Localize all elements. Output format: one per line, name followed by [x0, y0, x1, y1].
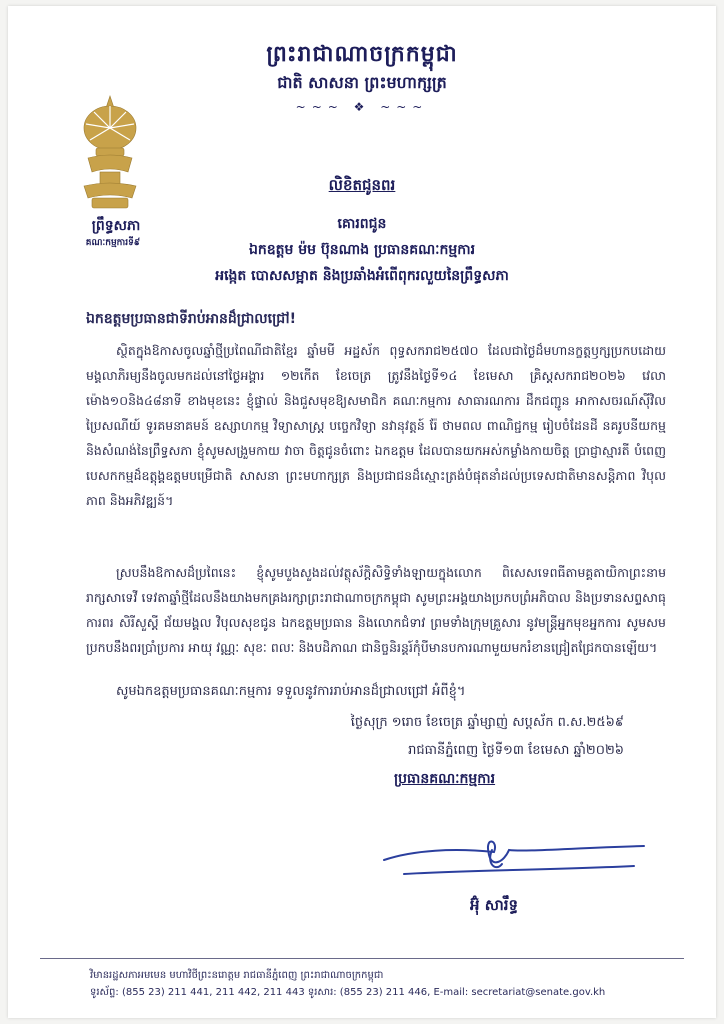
footer-contact: ទូរស័ព្ទ: (855 23) 211 441, 211 442, 211 443 ទូរសារ: (855 23) 211 446, E-mail: secretariat@senate.gov.kh: [90, 987, 606, 998]
senate-name: ព្រឹទ្ធសភា: [91, 218, 141, 234]
solar-date: រាជធានីភ្នំពេញ ថ្ងៃទី១៣ ខែមេសា ឆ្នាំ២០២៦: [408, 743, 624, 758]
signer-title: ប្រធានគណៈកម្មការ: [394, 771, 496, 787]
kingdom-name: ព្រះរាជាណាចក្រកម្ពុជា: [266, 41, 458, 67]
recipient-line-2: អង្កេត បោសសម្អាត និងប្រឆាំងអំពើពុករលួយនៃព្រឹទ្ធសភា: [215, 268, 509, 284]
footer-divider: [40, 958, 684, 959]
body-paragraph-1: ស្ថិតក្នុងឱកាសចូលឆ្នាំថ្មីប្រពៃណីជាតិខ្មែរ ឆ្នាំមមី អដ្ឋស័ក ពុទ្ធសករាជ២៥៧០ ដែលជាថ្ងៃដ៏មហានក្ខត្តឫក្សប្រកបដោយមង្គលាភិរម្យនឹងចូលមកដល់នៅថ្ងៃអង្គារ ១២កើត ខែចេត្រ ត្រូវនឹងថ្ងៃទី១៤ ខែមេសា គ្រិស្តសករាជ២០២៦ វេលាម៉ោង១០និង៤៨នាទី ខាងមុខនេះ ខ្ញុំផ្ទាល់ និងជួសមុខឱ្យសមាជិក គណៈកម្មការ សាធារណការ ដឹកជញ្ជូន អាកាសចរណ៍ស៊ីវិល ប្រៃសណីយ៍ ទូរគមនាគមន៍ ឧស្សាហកម្ម វិទ្យាសាស្ត្រ បច្ចេកវិទ្យា នវានុវត្តន៍ រ៉ែ ថាមពល ពាណិជ្ជកម្ម រៀបចំដែនដី នគរូបនីយកម្ម និងសំណង់នៃព្រឹទ្ធសភា ខ្ញុំសូមសង្រួមកាយ វាចា ចិត្តជូនចំពោះ ឯកឧត្តម ដែលបានយកអស់កម្លាំងកាយចិត្ត ប្រាជ្ញាស្មារតី បំពេញបេសកកម្មដ៏ឧត្តុង្គឧត្តមបម្រើជាតិ សាសនា ព្រះមហាក្សត្រ និងប្រជាជនដ៏ស្មោះត្រង់បំផុតនាំដល់ប្រទេសជាតិមានសន្តិភាព វិបុលភាព និងអភិវឌ្ឍន៍។: [86, 343, 666, 508]
header-ornament: ~~~ ❖ ~~~: [295, 100, 429, 114]
footer-address: វិមានរដ្ឋសភាអមមេន មហាវិថីព្រះនរោត្តម រាជធានីភ្នំពេញ ព្រះរាជាណាចក្រកម្ពុជា: [90, 970, 384, 981]
signer-name: អ៊ុំ សារឹទ្ធ: [470, 896, 519, 914]
body-paragraph-2: ស្របនឹងឱកាសដ៏ប្រពៃនេះ ខ្ញុំសូមបួងសួងដល់វត្ថុស័ក្តិសិទ្ធិទាំងឡាយក្នុងលោក ពិសេសទេពធីតាមគ្គតាយិកាព្រះនាមរាក្សសាទេវី ទេវតាឆ្នាំថ្មីដែលនឹងយាងមកគ្រងរក្សាព្រះរាជាណាចក្រកម្ពុជា សូមព្រះអង្គយាងប្រកបព្រំអភិបាល និងប្រទានសព្ទសាធុការពរ សិរីសួស្តី ជ័យមង្គល វិបុលសុខជូន ឯកឧត្តមប្រធាន និងលោកជំទាវ ព្រមទាំងក្រុមគ្រួសារ នូវមន្ត្រីអ្នកមុខអ្នកការ សូមសមប្រកបនឹងពរប្រាំប្រការ អាយុ វណ្ណៈ សុខៈ ពលៈ និងបដិភាណ ជានិច្ចនិរន្តរ៍កុំបីមានបការណាមួយមករំខានជ្រៀតជ្រែកបានឡើយ។: [86, 565, 666, 655]
national-motto: ជាតិ សាសនា ព្រះមហាក្សត្រ: [277, 73, 447, 92]
handwritten-signature: [374, 820, 654, 890]
document-type: លិខិតជូនពរ: [328, 176, 396, 194]
commission-number: គណៈកម្មការទី៩: [85, 238, 141, 248]
salutation: ឯកឧត្តមប្រធានជាទីរាប់អានដ៏ជ្រាលជ្រៅ!: [86, 311, 296, 327]
lunar-date: ថ្ងៃសុក្រ ១រោច ខែចេត្រ ឆ្នាំម្សាញ់ សប្តស័ក ព.ស.២៥៦៩: [350, 715, 624, 730]
respectfully-to: គោរពជូន: [337, 216, 387, 232]
recipient-line-1: ឯកឧត្តម ម៉ម ប៊ុនណាង ប្រធានគណៈកម្មការ: [248, 242, 476, 258]
closing-line: សូមឯកឧត្តមប្រធានគណៈកម្មការ ទទួលនូវការរាប់អានដ៏ជ្រាលជ្រៅ អំពីខ្ញុំ។: [116, 684, 466, 699]
